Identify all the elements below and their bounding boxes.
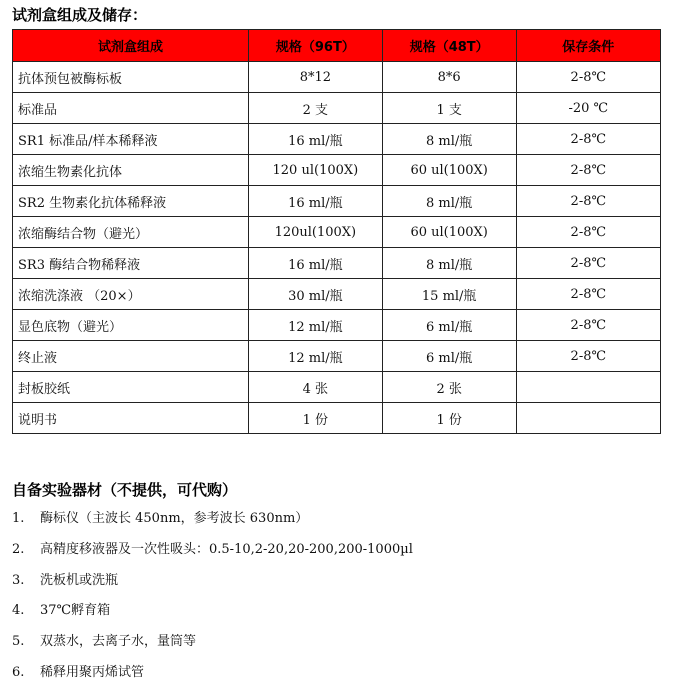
table-row xyxy=(13,155,661,186)
list-item-number: 4. xyxy=(12,603,25,619)
cell-spec-96t: 16 ml/瓶 xyxy=(248,248,382,279)
cell-component: 浓缩酶结合物（避光） xyxy=(13,217,249,248)
cell-spec-96t: 8*12 xyxy=(248,62,382,93)
header-component: 试剂盒组成 xyxy=(13,30,249,62)
cell-storage: 2-8℃ xyxy=(516,186,660,217)
cell-component: 终止液 xyxy=(13,341,249,372)
list-item-text: 双蒸水，去离子水，量筒等 xyxy=(40,634,197,650)
list-item-number: 2. xyxy=(12,541,25,557)
list-item-number: 6. xyxy=(12,664,25,680)
table-row xyxy=(13,93,661,124)
list-item xyxy=(12,540,413,571)
cell-component: 显色底物（避光） xyxy=(13,310,249,341)
cell-component: 抗体预包被酶标板 xyxy=(13,62,249,93)
cell-spec-48t: 8 ml/瓶 xyxy=(382,186,516,217)
table-row xyxy=(13,124,661,155)
cell-spec-48t: 8*6 xyxy=(382,62,516,93)
cell-component: SR3 酶结合物稀释液 xyxy=(13,248,249,279)
cell-spec-96t: 2 支 xyxy=(248,93,382,124)
list-item xyxy=(12,632,413,663)
cell-component: SR2 生物素化抗体稀释液 xyxy=(13,186,249,217)
cell-spec-96t: 12 ml/瓶 xyxy=(248,310,382,341)
header-spec-96t: 规格（96T） xyxy=(248,30,382,62)
cell-spec-48t: 8 ml/瓶 xyxy=(382,248,516,279)
cell-spec-96t: 16 ml/瓶 xyxy=(248,124,382,155)
table-row xyxy=(13,186,661,217)
cell-spec-96t: 1 份 xyxy=(248,403,382,434)
cell-spec-96t: 120ul(100X) xyxy=(248,217,382,248)
cell-storage: 2-8℃ xyxy=(516,248,660,279)
cell-storage: 2-8℃ xyxy=(516,341,660,372)
cell-component: 浓缩生物素化抗体 xyxy=(13,155,249,186)
cell-storage: 2-8℃ xyxy=(516,124,660,155)
cell-storage: 2-8℃ xyxy=(516,155,660,186)
cell-storage: 2-8℃ xyxy=(516,62,660,93)
table-row xyxy=(13,62,661,93)
list-item xyxy=(12,601,413,632)
list-item xyxy=(12,571,413,602)
cell-spec-48t: 6 ml/瓶 xyxy=(382,310,516,341)
cell-spec-96t: 12 ml/瓶 xyxy=(248,341,382,372)
cell-component: 封板胶纸 xyxy=(13,372,249,403)
list-item-text: 酶标仪（主波长 450nm，参考波长 630nm） xyxy=(40,511,309,526)
cell-spec-96t: 120 ul(100X) xyxy=(248,155,382,186)
cell-component: 标准品 xyxy=(13,93,249,124)
cell-storage xyxy=(516,372,660,403)
list-item-text: 洗板机或洗瓶 xyxy=(40,572,119,588)
table-row xyxy=(13,372,661,403)
cell-spec-48t: 2 张 xyxy=(382,372,516,403)
cell-spec-96t: 4 张 xyxy=(248,372,382,403)
cell-storage: 2-8℃ xyxy=(516,217,660,248)
table-row xyxy=(13,310,661,341)
cell-component: SR1 标准品/样本稀释液 xyxy=(13,124,249,155)
cell-component: 说明书 xyxy=(13,403,249,434)
cell-storage: -20 ℃ xyxy=(516,93,660,124)
header-spec-48t: 规格（48T） xyxy=(382,30,516,62)
cell-storage: 2-8℃ xyxy=(516,310,660,341)
kit-composition-heading: 试剂盒组成及储存： xyxy=(12,6,148,24)
list-item-text: 37℃孵育箱 xyxy=(40,603,111,619)
cell-spec-48t: 1 支 xyxy=(382,93,516,124)
table-row xyxy=(13,248,661,279)
equipment-heading: 自备实验器材（不提供，可代购） xyxy=(12,481,238,499)
list-item-number: 3. xyxy=(12,572,25,588)
cell-spec-48t: 8 ml/瓶 xyxy=(382,124,516,155)
list-item-text: 高精度移液器及一次性吸头：0.5-10,2-20,20-200,200-1000µl xyxy=(40,541,413,557)
cell-spec-48t: 15 ml/瓶 xyxy=(382,279,516,310)
cell-spec-48t: 60 ul(100X) xyxy=(382,155,516,186)
cell-spec-48t: 1 份 xyxy=(382,403,516,434)
cell-storage: 2-8℃ xyxy=(516,279,660,310)
cell-storage xyxy=(516,403,660,434)
cell-spec-96t: 16 ml/瓶 xyxy=(248,186,382,217)
equipment-list xyxy=(12,509,413,694)
table-header-row xyxy=(13,30,661,62)
cell-spec-48t: 60 ul(100X) xyxy=(382,217,516,248)
list-item-number: 5. xyxy=(12,634,25,650)
kit-composition-table xyxy=(12,29,661,434)
cell-spec-96t: 30 ml/瓶 xyxy=(248,279,382,310)
table-row xyxy=(13,341,661,372)
table-row xyxy=(13,279,661,310)
table-row xyxy=(13,403,661,434)
header-storage: 保存条件 xyxy=(516,30,660,62)
list-item xyxy=(12,663,413,694)
cell-component: 浓缩洗涤液 （20×） xyxy=(13,279,249,310)
list-item-number: 1. xyxy=(12,511,25,526)
list-item xyxy=(12,509,413,540)
cell-spec-48t: 6 ml/瓶 xyxy=(382,341,516,372)
table-row xyxy=(13,217,661,248)
list-item-text: 稀释用聚丙烯试管 xyxy=(40,664,145,680)
